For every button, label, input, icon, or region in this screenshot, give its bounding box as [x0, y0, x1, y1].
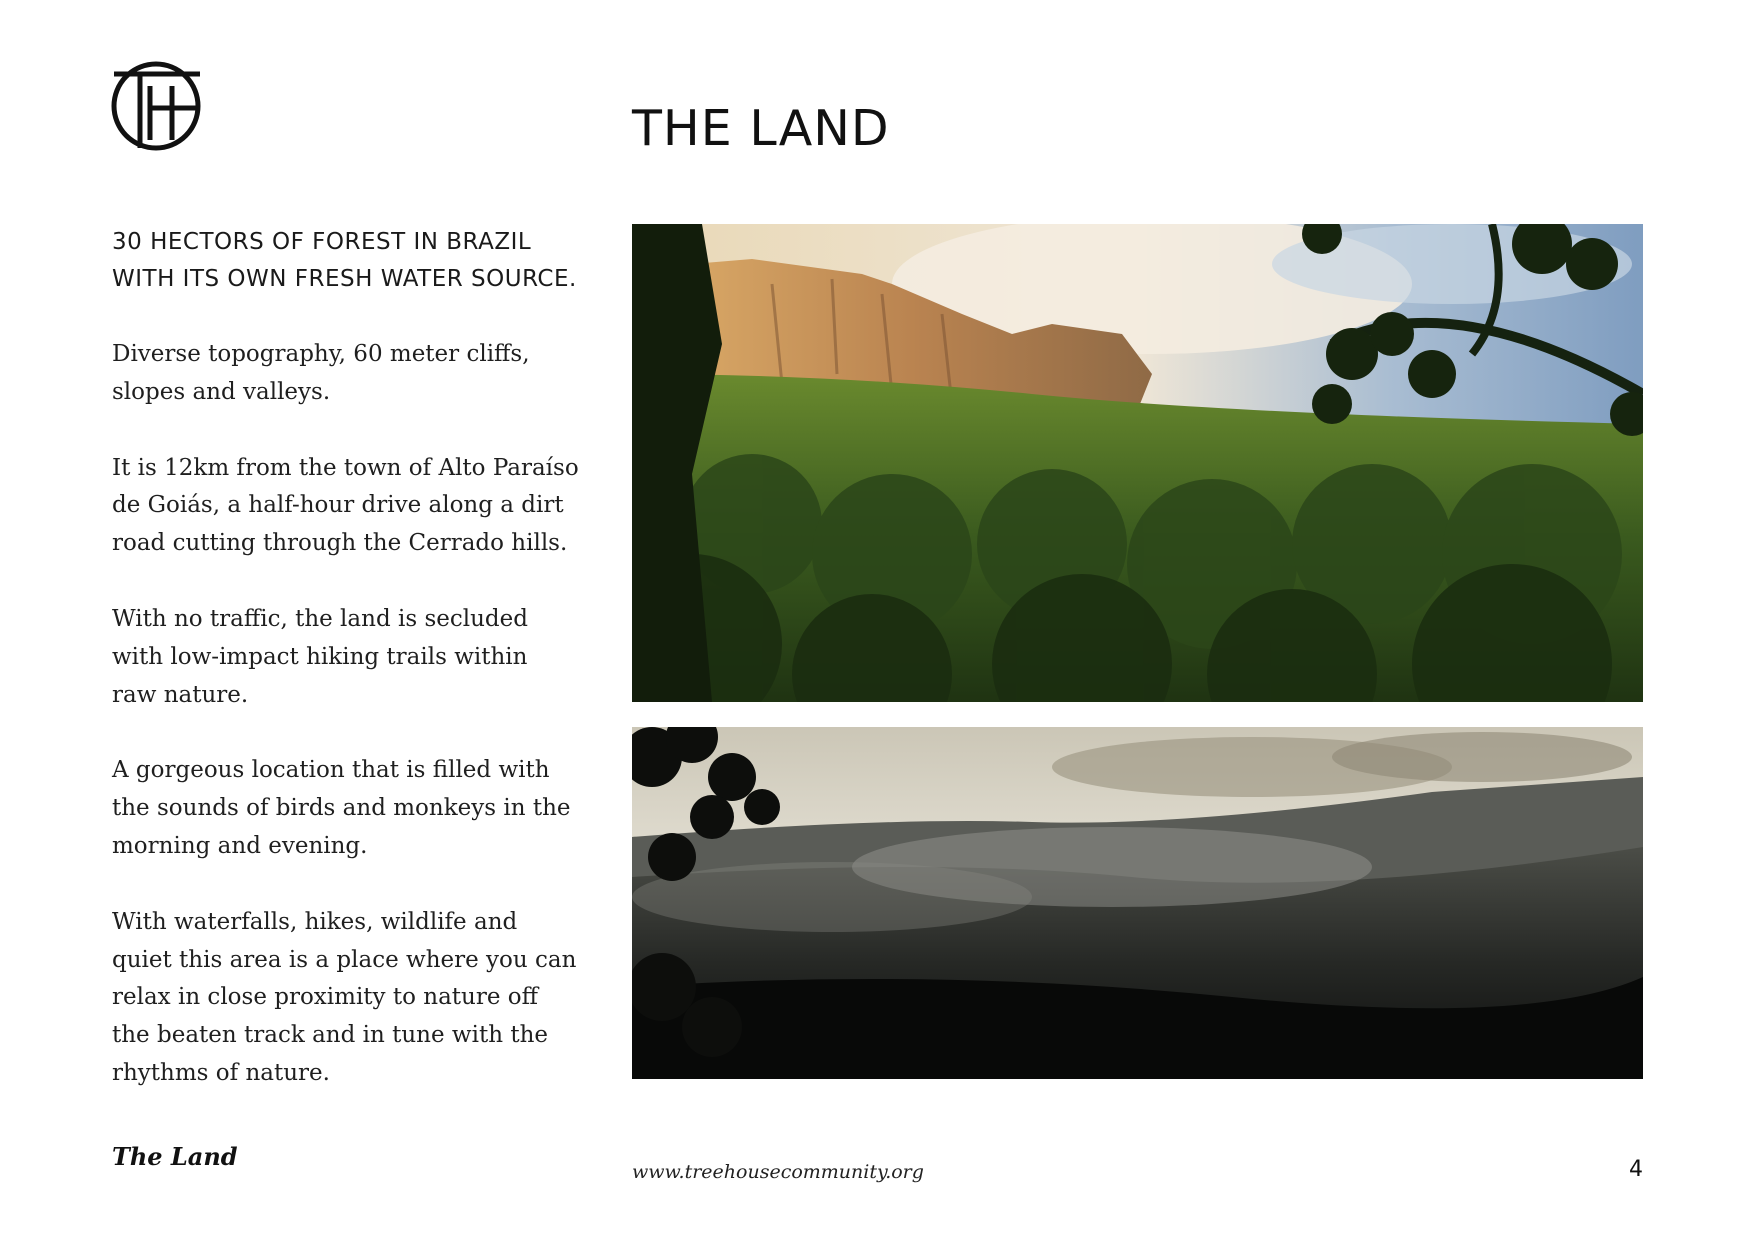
paragraph-line: relax in close proximity to nature off — [112, 984, 538, 1011]
misty-valley-photo — [632, 727, 1643, 1079]
paragraph-line: Diverse topography, 60 meter cliffs, — [112, 341, 530, 367]
paragraph-line: the beaten track and in tune with the — [112, 1022, 548, 1049]
paragraph-activities — [112, 904, 612, 1093]
paragraph-line: A gorgeous location that is filled with — [112, 757, 550, 784]
paragraph-line: With waterfalls, hikes, wildlife and — [112, 908, 518, 935]
lead-heading — [112, 224, 612, 298]
paragraph-line: It is 12km from the town of Alto Paraíso — [112, 454, 579, 481]
forest-cliffs-photo — [632, 224, 1643, 702]
paragraph-location — [112, 450, 612, 563]
paragraph-line: the sounds of birds and monkeys in the — [112, 795, 571, 822]
lead-line: WITH ITS OWN FRESH WATER SOURCE. — [112, 266, 577, 292]
paragraph-line: slopes and valleys. — [112, 378, 331, 405]
paragraph-line: rhythms of nature. — [112, 1059, 330, 1086]
paragraph-seclusion — [112, 601, 612, 714]
page-title: THE LAND — [632, 100, 890, 157]
paragraph-wildlife — [112, 752, 612, 865]
th-monogram-logo — [110, 60, 202, 152]
paragraph-line: With no traffic, the land is secluded — [112, 605, 528, 632]
footer-section-title: The Land — [112, 1142, 238, 1171]
paragraph-line: de Goiás, a half-hour drive along a dirt — [112, 492, 564, 519]
page-number: 4 — [1629, 1157, 1643, 1182]
paragraph-line: with low-impact hiking trails within — [112, 643, 528, 670]
footer-url: www.treehousecommunity.org — [632, 1161, 924, 1183]
text-column — [112, 224, 612, 1131]
lead-line: 30 HECTORS OF FOREST IN BRAZIL — [112, 229, 532, 255]
paragraph-line: road cutting through the Cerrado hills. — [112, 530, 568, 557]
paragraph-line: quiet this area is a place where you can — [112, 946, 577, 973]
paragraph-line: morning and evening. — [112, 832, 368, 859]
paragraph-line: raw nature. — [112, 681, 249, 708]
paragraph-topography — [112, 336, 612, 412]
